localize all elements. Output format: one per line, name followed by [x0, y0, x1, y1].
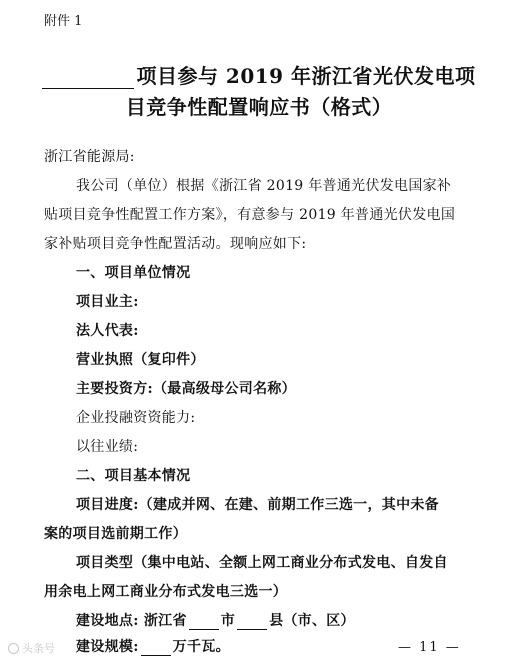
scale-blank	[141, 641, 171, 656]
section-2-heading: 二、项目基本情况	[76, 468, 191, 484]
section-1-item: 项目业主:	[76, 294, 139, 310]
location-county: 县（市、区）	[269, 613, 355, 629]
location-prefix: 建设地点: 浙江省	[76, 613, 187, 629]
construction-scale	[76, 636, 230, 656]
section-1-item: 营业执照（复印件）	[76, 352, 205, 368]
project-type-line-1: 项目类型（集中电站、全额上网工商业分布式发电、自发自	[76, 555, 448, 571]
document-title-line-2: 目竞争性配置响应书（格式）	[125, 95, 393, 119]
title-line-1-text: 项目参与 2019 年浙江省光伏发电项	[136, 64, 476, 88]
attachment-label: 附件 1	[44, 14, 83, 29]
location-city: 市	[220, 613, 236, 629]
county-blank	[237, 615, 267, 630]
intro-line-1: 我公司（单位）根据《浙江省 2019 年普通光伏发电国家补	[76, 178, 452, 194]
intro-line-3: 家补贴项目竞争性配置活动。现响应如下:	[44, 236, 307, 252]
project-progress-line-2: 案的项目选前期工作）	[44, 526, 187, 542]
title-blank-line	[42, 68, 134, 89]
watermark	[8, 640, 55, 656]
intro-line-2: 贴项目竞争性配置工作方案》，有意参与 2019 年普通光伏发电国	[44, 207, 456, 223]
watermark-icon	[8, 643, 19, 654]
scale-prefix: 建设规模:	[76, 639, 139, 655]
scale-unit: 万千瓦。	[172, 639, 230, 655]
section-1-item: 企业投融资资能力:	[76, 410, 196, 426]
page-number: — 11 —	[398, 640, 461, 655]
section-1-item: 法人代表:	[76, 323, 139, 339]
document-title-line-1	[0, 60, 518, 89]
project-progress-line-1: 项目进度:（建成并网、在建、前期工作三选一，其中未备	[76, 497, 439, 513]
project-type-line-2: 用余电上网工商业分布式发电三选一）	[44, 584, 288, 600]
addressee: 浙江省能源局:	[44, 149, 135, 165]
watermark-text: 头条号	[22, 642, 55, 655]
section-1-item: 主要投资方:（最高级母公司名称）	[76, 381, 296, 397]
city-blank	[189, 615, 219, 630]
section-1-heading: 一、项目单位情况	[76, 265, 191, 281]
section-1-item: 以往业绩:	[76, 439, 139, 455]
construction-location	[76, 610, 355, 630]
